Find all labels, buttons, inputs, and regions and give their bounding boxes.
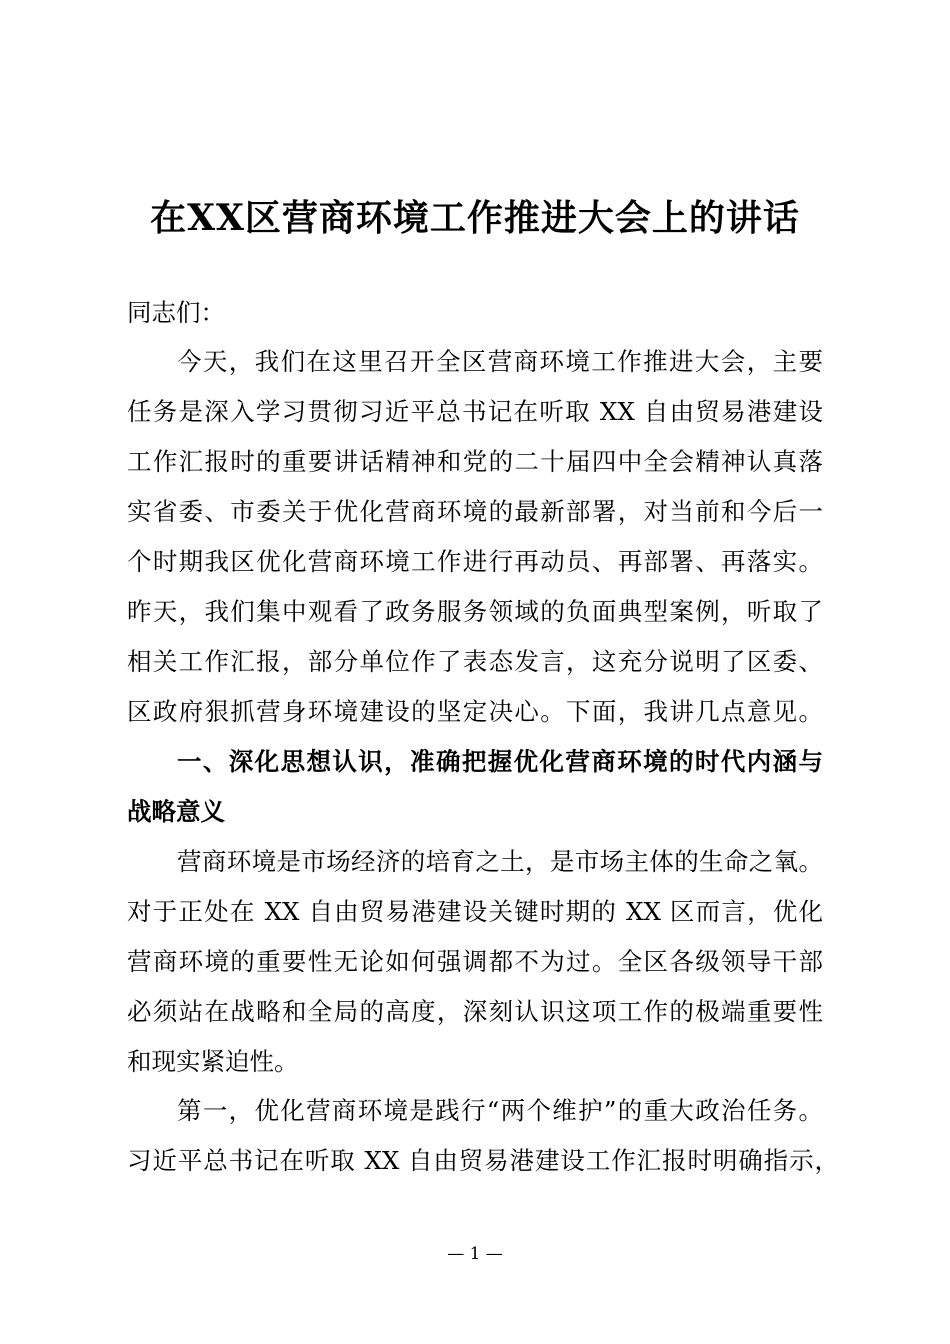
text-line: 习近平总书记在听取 XX 自由贸易港建设工作汇报时明确指示，	[127, 1146, 839, 1175]
text-line: 和现实紧迫性。	[127, 1047, 299, 1076]
text-line: 今天，我们在这里召开全区营商环境工作推进大会，主要	[177, 347, 823, 376]
text-line: 对于正处在 XX 自由贸易港建设关键时期的 XX 区而言，优化	[127, 897, 823, 926]
text-line: 工作汇报时的重要讲话精神和党的二十届四中全会精神认真落	[127, 447, 823, 476]
page-number: — 1 —	[447, 1244, 503, 1264]
text-line: 任务是深入学习贯彻习近平总书记在听取 XX 自由贸易港建设	[127, 397, 823, 426]
document-title: 在XX区营商环境工作推进大会上的讲话	[150, 197, 800, 239]
text-line: 昨天，我们集中观看了政务服务领域的负面典型案例，听取了	[127, 597, 823, 626]
heading-line: 一、深化思想认识，准确把握优化营商环境的时代内涵与	[177, 747, 823, 776]
text-line: 第一，优化营商环境是践行“两个维护”的重大政治任务。	[177, 1096, 823, 1125]
text-line: 实省委、市委关于优化营商环境的最新部署，对当前和今后一	[127, 497, 823, 526]
text-line: 个时期我区优化营商环境工作进行再动员、再部署、再落实。	[127, 547, 823, 576]
text-line: 必须站在战略和全局的高度，深刻认识这项工作的极端重要性	[127, 997, 823, 1026]
text-line: 区政府狠抓营身环境建设的坚定决心。下面，我讲几点意见。	[127, 697, 823, 726]
salutation: 同志们：	[127, 298, 225, 327]
text-line: 营商环境是市场经济的培育之土，是市场主体的生命之氧。	[177, 847, 823, 876]
text-line: 相关工作汇报，部分单位作了表态发言，这充分说明了区委、	[127, 647, 823, 676]
text-line: 营商环境的重要性无论如何强调都不为过。全区各级领导干部	[127, 947, 823, 976]
heading-line: 战略意义	[127, 797, 225, 826]
